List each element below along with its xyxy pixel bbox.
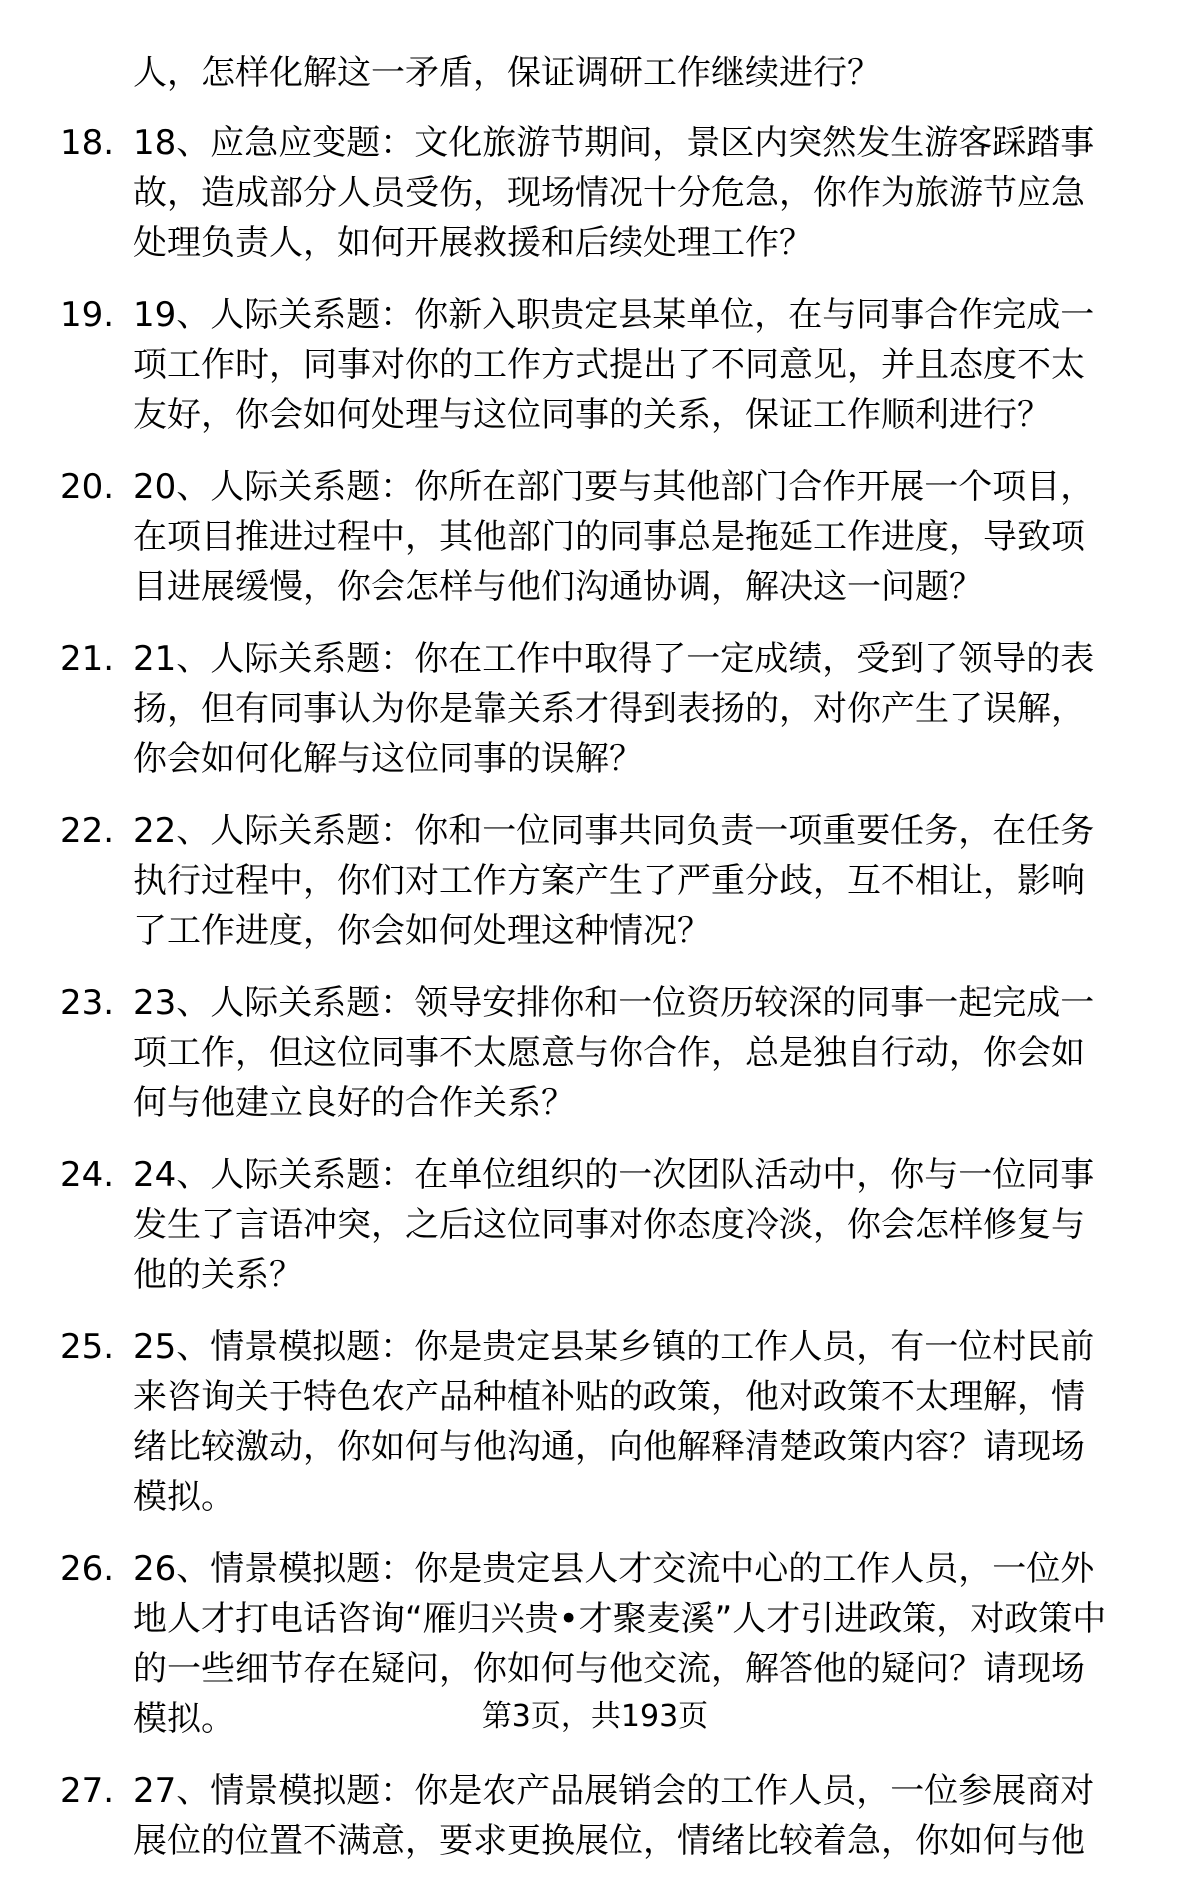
question-text-line: 处理负责人，如何开展救援和后续处理工作？ [133,223,813,263]
question-text-line: 25、情景模拟题：你是贵定县某乡镇的工作人员，有一位村民前 [133,1327,1095,1367]
question-number: 19. [60,295,115,335]
question-number: 18. [60,123,115,163]
question-text-line: 26、情景模拟题：你是贵定县人才交流中心的工作人员，一位外 [133,1549,1095,1589]
question-text-line: 22、人际关系题：你和一位同事共同负责一项重要任务，在任务 [133,811,1095,851]
question-text-line: 20、人际关系题：你所在部门要与其他部门合作开展一个项目， [133,467,1095,507]
question-item [0,1150,1165,1300]
question-text-line: 模拟。 [133,1699,235,1739]
question-number: 22. [60,811,115,851]
question-text-line: 了工作进度，你会如何处理这种情况？ [133,911,711,951]
question-text-line: 地人才打电话咨询“雁归兴贵•才聚麦溪”人才引进政策，对政策中 [133,1599,1107,1639]
question-text-line: 的一些细节存在疑问，你如何与他交流，解答他的疑问？请现场 [133,1649,1085,1689]
question-text-line: 来咨询关于特色农产品种植补贴的政策，他对政策不太理解，情 [133,1377,1085,1417]
question-text-line: 何与他建立良好的合作关系？ [133,1083,575,1123]
question-text-line: 故，造成部分人员受伤，现场情况十分危急，你作为旅游节应急 [133,173,1085,213]
question-text-line: 发生了言语冲突，之后这位同事对你态度冷淡，你会怎样修复与 [133,1205,1085,1245]
question-item [0,806,1165,956]
question-text-line: 扬，但有同事认为你是靠关系才得到表扬的，对你产生了误解， [133,689,1085,729]
question-item [0,1766,1165,1866]
question-text-line: 目进展缓慢，你会怎样与他们沟通协调，解决这一问题？ [133,567,983,607]
question-list [0,118,1190,1888]
question-text-line: 绪比较激动，你如何与他沟通，向他解释清楚政策内容？请现场 [133,1427,1085,1467]
question-text-line: 友好，你会如何处理与这位同事的关系，保证工作顺利进行？ [133,395,1051,435]
question-number: 27. [60,1771,115,1811]
question-number: 24. [60,1155,115,1195]
question-text-line: 在项目推进过程中，其他部门的同事总是拖延工作进度，导致项 [133,517,1085,557]
question-item [0,462,1165,612]
page-footer: 第3页，共193页 [481,1699,709,1734]
question-number: 23. [60,983,115,1023]
question-number: 26. [60,1549,115,1589]
question-text-line: 项工作，但这位同事不太愿意与你合作，总是独自行动，你会如 [133,1033,1085,1073]
question-text-line: 18、应急应变题：文化旅游节期间，景区内突然发生游客踩踏事 [133,123,1095,163]
question-text-line: 项工作时，同事对你的工作方式提出了不同意见，并且态度不太 [133,345,1085,385]
question-item [0,290,1165,440]
question-number: 21. [60,639,115,679]
question-text-line: 23、人际关系题：领导安排你和一位资历较深的同事一起完成一 [133,983,1095,1023]
question-text-line: 27、情景模拟题：你是农产品展销会的工作人员，一位参展商对 [133,1771,1095,1811]
question-text-line: 你会如何化解与这位同事的误解？ [133,739,643,779]
question-text-line: 模拟。 [133,1477,235,1517]
question-number: 20. [60,467,115,507]
question-text-line: 24、人际关系题：在单位组织的一次团队活动中，你与一位同事 [133,1155,1095,1195]
question-item [0,118,1165,268]
question-item [0,634,1165,784]
question-text-line: 19、人际关系题：你新入职贵定县某单位，在与同事合作完成一 [133,295,1095,335]
question-number: 25. [60,1327,115,1367]
question-text-line: 他的关系？ [133,1255,303,1295]
question-item [0,978,1165,1128]
continuation-text: 人，怎样化解这一矛盾，保证调研工作继续进行？ [133,53,881,93]
question-item [0,1322,1165,1522]
question-text-line: 执行过程中，你们对工作方案产生了严重分歧，互不相让，影响 [133,861,1085,901]
question-text-line: 21、人际关系题：你在工作中取得了一定成绩，受到了领导的表 [133,639,1095,679]
question-text-line: 展位的位置不满意，要求更换展位，情绪比较着急，你如何与他 [133,1821,1085,1861]
